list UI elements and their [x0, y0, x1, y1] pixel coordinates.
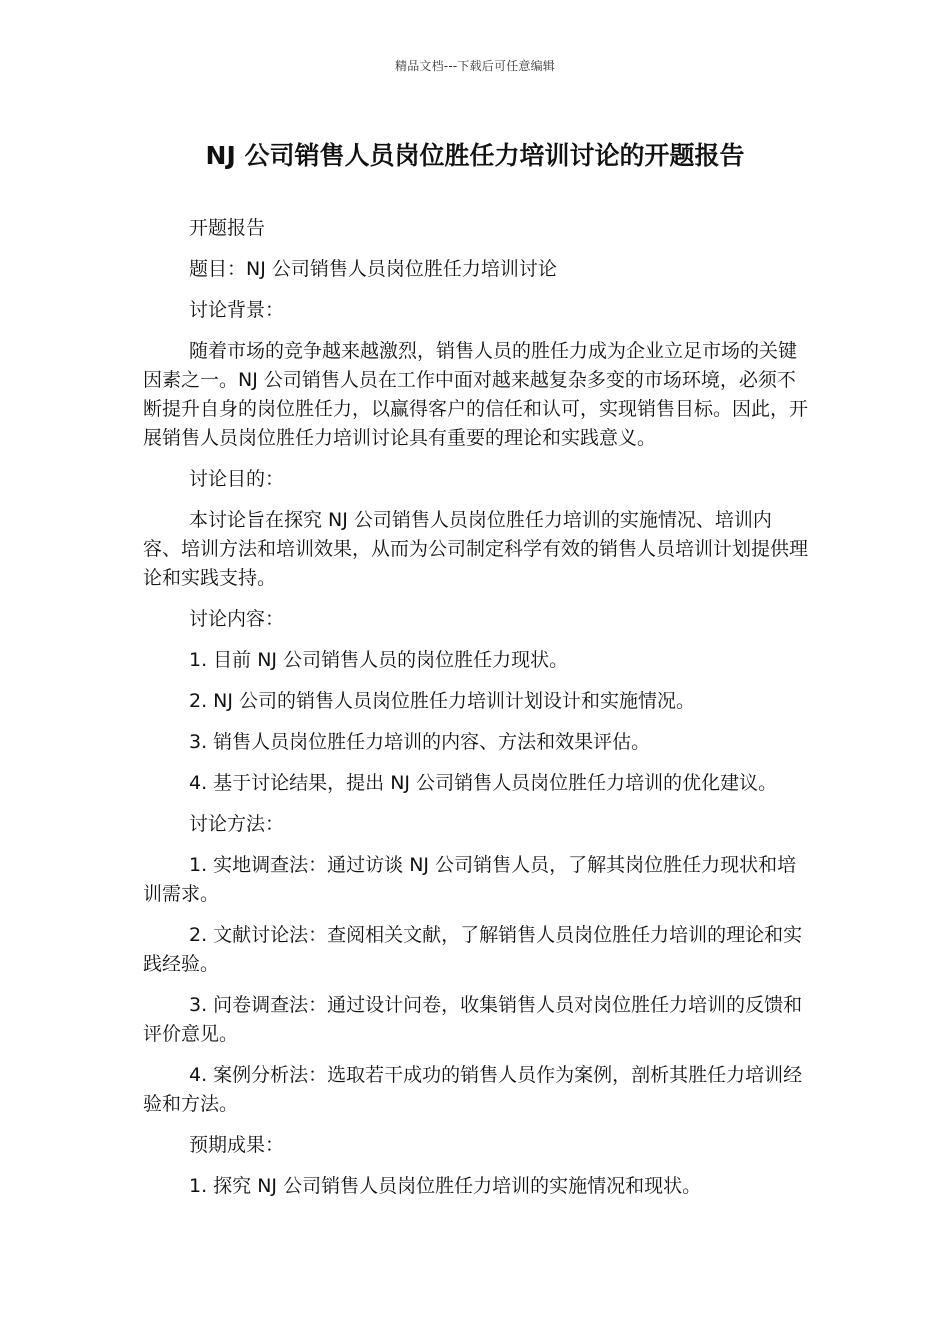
- heading-expected-results: 预期成果：: [189, 1134, 285, 1156]
- paragraph-purpose: 本讨论旨在探究 NJ 公司销售人员岗位胜任力培训的实施情况、培训内容、培训方法和培训效果，从而为公司制定科学有效的销售人员培训计划提供理论和实践支持。: [143, 509, 809, 589]
- heading-methods: 讨论方法：: [189, 813, 285, 835]
- heading-purpose: 讨论目的：: [189, 468, 285, 490]
- method-item-4: 4. 案例分析法：选取若干成功的销售人员作为案例，剖析其胜任力培训经验和方法。: [143, 1064, 803, 1115]
- page-header: 精品文档---下载后可任意编辑: [395, 59, 555, 73]
- content-item-4: 4. 基于讨论结果，提出 NJ 公司销售人员岗位胜任力培训的优化建议。: [189, 772, 778, 794]
- result-item-1: 1. 探究 NJ 公司销售人员岗位胜任力培训的实施情况和现状。: [189, 1175, 702, 1197]
- heading-background: 讨论背景：: [189, 299, 285, 321]
- content-item-1: 1. 目前 NJ 公司销售人员的岗位胜任力现状。: [189, 649, 569, 671]
- method-item-2: 2. 文献讨论法：查阅相关文献，了解销售人员岗位胜任力培训的理论和实践经验。: [143, 924, 803, 975]
- method-item-3: 3. 问卷调查法：通过设计问卷，收集销售人员对岗位胜任力培训的反馈和评价意见。: [143, 994, 803, 1045]
- method-item-1: 1. 实地调查法：通过访谈 NJ 公司销售人员，了解其岗位胜任力现状和培训需求。: [143, 854, 797, 905]
- paragraph-topic: 题目：NJ 公司销售人员岗位胜任力培训讨论: [189, 258, 557, 280]
- document-title: NJ 公司销售人员岗位胜任力培训讨论的开题报告: [205, 141, 745, 170]
- document-body: [143, 214, 808, 1213]
- paragraph-background: 随着市场的竞争越来越激烈，销售人员的胜任力成为企业立足市场的关键因素之一。NJ 公司销售人员在工作中面对越来越复杂多变的市场环境，必须不断提升自身的岗位胜任力，以赢得客户的信任和认可，实现销售目标。因此，开展销售人员岗位胜任力培训讨论具有重要的理论和实践意义。: [143, 340, 809, 449]
- content-item-2: 2. NJ 公司的销售人员岗位胜任力培训计划设计和实施情况。: [189, 690, 696, 712]
- heading-content: 讨论内容：: [189, 608, 285, 630]
- paragraph-report-label: 开题报告: [189, 217, 266, 239]
- content-item-3: 3. 销售人员岗位胜任力培训的内容、方法和效果评估。: [189, 731, 651, 753]
